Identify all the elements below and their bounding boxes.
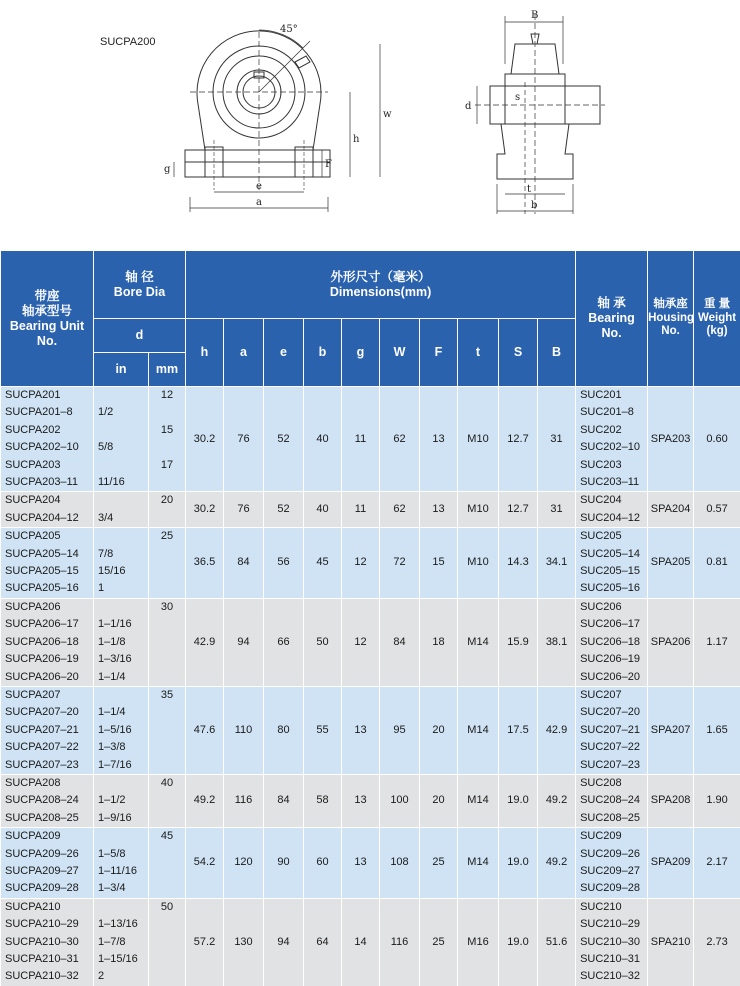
dimension-cell: 30.2 [186,492,224,528]
dimension-cell: 20 [420,686,458,774]
bearing-unit-cell: SUCPA210–29 [1,916,94,933]
dimension-cell: 110 [224,686,264,774]
dim-a-label: a [256,197,262,208]
bore-mm-cell [149,580,186,598]
dimension-cell: 38.1 [538,598,576,686]
header-S: S [499,319,538,387]
header-bearing-unit: 带座 轴承型号 Bearing Unit No. [1,251,94,387]
dimension-cell: 14.3 [499,528,538,599]
dimension-cell: 64 [304,898,342,986]
table-row [1,492,740,510]
dimension-cell: 60 [304,828,342,899]
dimension-cell: 94 [264,898,304,986]
housing-no-cell: SPA205 [648,528,694,599]
bore-in-cell: 1–1/4 [94,704,149,721]
dimension-cell: M10 [458,528,499,599]
bore-in-cell: 1–1/4 [94,669,149,687]
dimension-cell: 52 [264,492,304,528]
bearing-no-cell: SUC209–27 [576,863,648,880]
dimension-cell: 13 [342,686,380,774]
bore-mm-cell [149,563,186,580]
bearing-unit-cell: SUCPA209 [1,828,94,846]
bore-mm-cell: 45 [149,828,186,846]
dimension-cell: 52 [264,387,304,492]
header-W: W [380,319,420,387]
dimension-cell: 12 [342,598,380,686]
dimension-cell: 34.1 [538,528,576,599]
dimension-cell: 13 [420,387,458,492]
bearing-unit-cell: SUCPA208–24 [1,792,94,809]
dimension-cell: 95 [380,686,420,774]
dimension-cell: 50 [304,598,342,686]
bore-mm-cell [149,880,186,898]
dim-e-label: e [256,181,262,192]
weight-cell: 0.81 [694,528,740,599]
dimension-cell: 45 [304,528,342,599]
bore-mm-cell: 17 [149,457,186,474]
housing-no-cell: SPA210 [648,898,694,986]
bearing-unit-cell: SUCPA206–19 [1,651,94,668]
dim-s-label: s [515,92,520,103]
dimension-cell: 55 [304,686,342,774]
dimension-cell: 40 [304,387,342,492]
dimension-cell: 84 [380,598,420,686]
technical-drawing-area [0,0,740,250]
bore-in-cell [94,898,149,916]
bearing-no-cell: SUC207–22 [576,739,648,756]
dim-F-label: F [325,159,332,170]
bore-in-cell: 1–3/4 [94,880,149,898]
header-d: d [94,319,186,353]
bore-mm-cell: 12 [149,387,186,405]
bore-in-cell [94,598,149,616]
weight-cell: 2.73 [694,898,740,986]
bore-in-cell: 1–5/8 [94,846,149,863]
bore-in-cell: 15/16 [94,563,149,580]
bearing-no-cell: SUC206–19 [576,651,648,668]
bore-mm-cell: 35 [149,686,186,704]
dimension-cell: 19.0 [499,898,538,986]
bore-mm-cell [149,934,186,951]
header-b: b [304,319,342,387]
bearing-unit-cell: SUCPA201 [1,387,94,405]
bore-mm-cell [149,546,186,563]
angle-label: 45° [280,24,298,35]
dimension-cell: 51.6 [538,898,576,986]
dimension-cell: 15.9 [499,598,538,686]
dimension-cell: 49.2 [538,774,576,827]
bore-in-cell [94,528,149,546]
specification-table [0,250,740,986]
dimension-cell: 42.9 [538,686,576,774]
dimension-cell: 12.7 [499,387,538,492]
bearing-unit-cell: SUCPA204–12 [1,510,94,528]
dimension-cell: M14 [458,774,499,827]
bearing-unit-cell: SUCPA209–26 [1,846,94,863]
bore-mm-cell [149,739,186,756]
bore-in-cell: 1–1/16 [94,616,149,633]
bore-mm-cell [149,669,186,687]
dimension-cell: M16 [458,898,499,986]
dimension-cell: 40 [304,492,342,528]
bearing-no-cell: SUC206 [576,598,648,616]
bearing-unit-cell: SUCPA205–15 [1,563,94,580]
bearing-no-cell: SUC202 [576,422,648,439]
dimension-cell: 15 [420,528,458,599]
bore-in-cell [94,422,149,439]
dimension-cell: 12 [342,528,380,599]
dimension-cell: 62 [380,387,420,492]
bearing-unit-cell: SUCPA203–11 [1,474,94,492]
table-row [1,686,740,704]
dimension-cell: 49.2 [186,774,224,827]
dimension-cell: 94 [224,598,264,686]
table-row [1,387,740,405]
table-row [1,774,740,792]
bore-mm-cell: 40 [149,774,186,792]
table-row [1,828,740,846]
dimension-cell: 57.2 [186,898,224,986]
housing-no-cell: SPA209 [648,828,694,899]
dimension-cell: 17.5 [499,686,538,774]
dimension-cell: 80 [264,686,304,774]
bearing-no-cell: SUC206–20 [576,669,648,687]
bearing-unit-cell: SUCPA206–17 [1,616,94,633]
bearing-no-cell: SUC208 [576,774,648,792]
bore-in-cell: 2 [94,968,149,985]
dimension-cell: M14 [458,686,499,774]
bearing-unit-cell: SUCPA207–20 [1,704,94,721]
bearing-no-cell: SUC210 [576,898,648,916]
bore-mm-cell: 50 [149,898,186,916]
header-dimensions: 外形尺寸（毫米） Dimensions(mm) [186,251,576,319]
bearing-no-cell: SUC209–28 [576,880,648,898]
bearing-no-cell: SUC210–32 [576,968,648,985]
bearing-unit-cell: SUCPA202–10 [1,439,94,456]
bore-in-cell: 1–1/2 [94,792,149,809]
header-F: F [420,319,458,387]
bearing-unit-cell: SUCPA206–18 [1,634,94,651]
bore-in-cell: 3/4 [94,510,149,528]
bearing-no-cell: SUC203 [576,457,648,474]
bore-mm-cell: 30 [149,598,186,616]
dimension-cell: 58 [304,774,342,827]
bore-in-cell [94,387,149,405]
bore-mm-cell [149,792,186,809]
dim-g-label: g [164,164,171,175]
dimension-cell: 116 [224,774,264,827]
bore-mm-cell [149,634,186,651]
bore-mm-cell [149,404,186,421]
bore-in-cell: 7/8 [94,546,149,563]
bore-mm-cell [149,968,186,985]
bore-in-cell: 1–9/16 [94,810,149,828]
bore-mm-cell [149,810,186,828]
table-body [1,387,740,986]
bearing-no-cell: SUC204–12 [576,510,648,528]
bearing-unit-cell: SUCPA203 [1,457,94,474]
weight-cell: 1.65 [694,686,740,774]
bearing-unit-cell: SUCPA205 [1,528,94,546]
dim-t-label: t [527,184,531,195]
bore-mm-cell [149,757,186,775]
dimension-cell: 42.9 [186,598,224,686]
weight-cell: 0.57 [694,492,740,528]
bearing-no-cell: SUC201 [576,387,648,405]
bore-in-cell: 1/2 [94,404,149,421]
bearing-no-cell: SUC205–15 [576,563,648,580]
dimension-cell: 76 [224,387,264,492]
dim-B-label: B [531,10,538,21]
bearing-unit-cell: SUCPA202 [1,422,94,439]
bearing-unit-cell: SUCPA205–16 [1,580,94,598]
bearing-unit-cell: SUCPA207 [1,686,94,704]
bore-in-cell: 1–15/16 [94,951,149,968]
dimension-cell: 116 [380,898,420,986]
dimension-cell: 84 [224,528,264,599]
dimension-cell: 56 [264,528,304,599]
bore-mm-cell [149,863,186,880]
bore-in-cell: 5/8 [94,439,149,456]
bearing-unit-cell: SUCPA201–8 [1,404,94,421]
model-label: SUCPA200 [100,36,155,48]
bore-in-cell: 1–11/16 [94,863,149,880]
dimension-cell: 25 [420,828,458,899]
dimension-cell: 31 [538,492,576,528]
bearing-unit-cell: SUCPA210–31 [1,951,94,968]
dimension-cell: 11 [342,387,380,492]
bore-mm-cell [149,510,186,528]
dimension-cell: 49.2 [538,828,576,899]
header-B: B [538,319,576,387]
dimension-cell: 13 [420,492,458,528]
dimension-cell: 72 [380,528,420,599]
bore-in-cell [94,492,149,510]
dimension-cell: 30.2 [186,387,224,492]
header-in: in [94,353,149,387]
dimension-cell: 66 [264,598,304,686]
bore-in-cell: 1–3/8 [94,739,149,756]
bearing-unit-cell: SUCPA209–28 [1,880,94,898]
bearing-no-cell: SUC209 [576,828,648,846]
dimension-cell: 14 [342,898,380,986]
dimension-cell: 13 [342,774,380,827]
housing-no-cell: SPA207 [648,686,694,774]
bearing-no-cell: SUC206–17 [576,616,648,633]
header-g: g [342,319,380,387]
dimension-cell: 47.6 [186,686,224,774]
dimension-cell: M14 [458,828,499,899]
housing-no-cell: SPA203 [648,387,694,492]
bore-in-cell: 1–7/8 [94,934,149,951]
bearing-no-cell: SUC203–11 [576,474,648,492]
header-e: e [264,319,304,387]
bearing-no-cell: SUC205–16 [576,580,648,598]
bearing-unit-cell: SUCPA207–23 [1,757,94,775]
dimension-cell: 120 [224,828,264,899]
dim-h-label: h [353,134,360,145]
dim-d-label: d [465,101,472,112]
dimension-cell: 36.5 [186,528,224,599]
bore-mm-cell [149,846,186,863]
bore-in-cell: 1–3/16 [94,651,149,668]
header-bore-dia: 轴 径 Bore Dia [94,251,186,319]
bore-mm-cell: 15 [149,422,186,439]
bore-in-cell: 11/16 [94,474,149,492]
side-view-drawing [455,4,620,219]
bore-mm-cell [149,616,186,633]
bearing-unit-cell: SUCPA204 [1,492,94,510]
weight-cell: 1.17 [694,598,740,686]
bearing-unit-cell: SUCPA207–21 [1,722,94,739]
table-row [1,598,740,616]
table-row [1,528,740,546]
bearing-no-cell: SUC209–26 [576,846,648,863]
bore-mm-cell [149,951,186,968]
dimension-cell: 19.0 [499,828,538,899]
bearing-unit-cell: SUCPA209–27 [1,863,94,880]
bearing-no-cell: SUC206–18 [576,634,648,651]
bore-mm-cell [149,916,186,933]
bearing-unit-cell: SUCPA205–14 [1,546,94,563]
bearing-unit-cell: SUCPA208–25 [1,810,94,828]
dimension-cell: 130 [224,898,264,986]
dimension-cell: 25 [420,898,458,986]
dimension-cell: 20 [420,774,458,827]
bearing-unit-cell: SUCPA210–30 [1,934,94,951]
bore-in-cell: 1 [94,580,149,598]
bore-in-cell: 1–1/8 [94,634,149,651]
bearing-unit-cell: SUCPA207–22 [1,739,94,756]
housing-no-cell: SPA206 [648,598,694,686]
bearing-no-cell: SUC205–14 [576,546,648,563]
dimension-cell: 76 [224,492,264,528]
dimension-cell: 90 [264,828,304,899]
header-h: h [186,319,224,387]
bearing-no-cell: SUC210–29 [576,916,648,933]
bearing-no-cell: SUC210–30 [576,934,648,951]
bore-mm-cell: 25 [149,528,186,546]
dimension-cell: 19.0 [499,774,538,827]
weight-cell: 0.60 [694,387,740,492]
bore-mm-cell: 20 [149,492,186,510]
dimension-cell: M10 [458,387,499,492]
dim-w-label: w [383,109,392,120]
bearing-no-cell: SUC202–10 [576,439,648,456]
bore-mm-cell [149,439,186,456]
bearing-no-cell: SUC205 [576,528,648,546]
bore-in-cell [94,828,149,846]
housing-no-cell: SPA208 [648,774,694,827]
weight-cell: 1.90 [694,774,740,827]
bearing-no-cell: SUC208–25 [576,810,648,828]
dimension-cell: 100 [380,774,420,827]
bearing-no-cell: SUC207–21 [576,722,648,739]
dimension-cell: 11 [342,492,380,528]
dimension-cell: 54.2 [186,828,224,899]
bearing-unit-cell: SUCPA206 [1,598,94,616]
dimension-cell: 18 [420,598,458,686]
bore-in-cell [94,774,149,792]
header-t: t [458,319,499,387]
dimension-cell: 108 [380,828,420,899]
dim-b-label: b [531,200,537,211]
bore-mm-cell [149,722,186,739]
header-mm: mm [149,353,186,387]
housing-no-cell: SPA204 [648,492,694,528]
dimension-cell: 12.7 [499,492,538,528]
bearing-unit-cell: SUCPA206–20 [1,669,94,687]
bearing-unit-cell: SUCPA208 [1,774,94,792]
dimension-cell: 13 [342,828,380,899]
bearing-no-cell: SUC207–20 [576,704,648,721]
header-weight: 重 量 Weight (kg) [694,251,740,387]
dimension-cell: M10 [458,492,499,528]
dimension-cell: 31 [538,387,576,492]
table-row [1,898,740,916]
bearing-no-cell: SUC208–24 [576,792,648,809]
bore-mm-cell [149,474,186,492]
header-housing-no: 轴承座 Housing No. [648,251,694,387]
bearing-unit-cell: SUCPA210–32 [1,968,94,985]
bore-mm-cell [149,704,186,721]
bearing-no-cell: SUC201–8 [576,404,648,421]
header-a: a [224,319,264,387]
bearing-no-cell: SUC207–23 [576,757,648,775]
bore-in-cell [94,686,149,704]
bore-in-cell [94,457,149,474]
bore-in-cell: 1–5/16 [94,722,149,739]
dimension-cell: 62 [380,492,420,528]
header-bearing-no: 轴 承 Bearing No. [576,251,648,387]
front-view-drawing [150,12,400,227]
bearing-no-cell: SUC210–31 [576,951,648,968]
bore-mm-cell [149,651,186,668]
weight-cell: 2.17 [694,828,740,899]
bore-in-cell: 1–13/16 [94,916,149,933]
bearing-no-cell: SUC207 [576,686,648,704]
dimension-cell: 84 [264,774,304,827]
bearing-unit-cell: SUCPA210 [1,898,94,916]
bearing-no-cell: SUC204 [576,492,648,510]
bore-in-cell: 1–7/16 [94,757,149,775]
dimension-cell: M14 [458,598,499,686]
